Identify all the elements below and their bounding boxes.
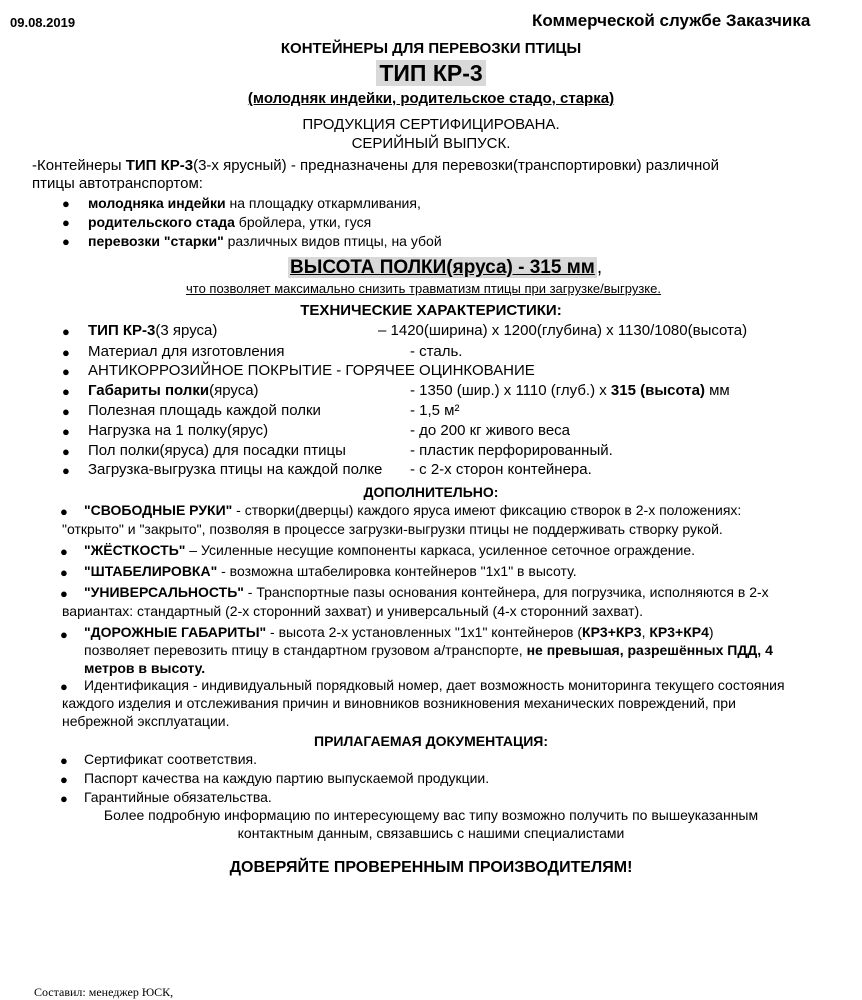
certified-text: ПРОДУКЦИЯ СЕРТИФИЦИРОВАНА.	[302, 116, 560, 133]
intro-prefix: -Контейнеры	[32, 157, 126, 174]
list-item	[88, 233, 442, 249]
extra-free-l2: "открыто" и "закрыто", позволяя в процессе загрузки-выгрузки птицы не поддерживать створку рукой.	[62, 521, 723, 537]
bullet-icon: ●	[62, 196, 70, 211]
extra-stack-bold: "ШТАБЕЛИРОВКА"	[84, 563, 218, 579]
extra-id-l1: Идентификация - индивидуальный порядковый номер, дает возможность мониторинга текущего состояния	[84, 677, 785, 693]
spec-dims-value-c: мм	[704, 382, 730, 399]
list-item-text: бройлера, утки, гуся	[234, 214, 372, 230]
intro-line	[32, 157, 719, 174]
shelf-heading: ВЫСОТА ПОЛКИ(яруса) - 315 мм	[290, 257, 595, 278]
spec-dims-rest: (яруса)	[209, 382, 259, 399]
list-item-bold: молодняка индейки	[88, 195, 226, 211]
list-item	[88, 195, 421, 211]
extra-road-l2-text: позволяет перевозить птицу в стандартном грузовом а/транспорте,	[84, 642, 527, 658]
docs-item: Сертификат соответствия.	[84, 751, 257, 767]
extra-univ-text: - Транспортные пазы основания контейнера, для погрузчика, исполняются в 2-х	[243, 584, 769, 600]
bullet-icon: ●	[60, 772, 68, 787]
shelf-comma: ,	[596, 257, 603, 278]
spec-dims-value	[410, 382, 730, 399]
extra-free-l1	[84, 502, 741, 518]
footer-author: Составил: менеджер ЮСК,	[34, 985, 174, 999]
extra-road-bold: "ДОРОЖНЫЕ ГАБАРИТЫ"	[84, 624, 267, 640]
extra-univ-bold: "УНИВЕРСАЛЬНОСТЬ"	[84, 584, 244, 600]
shelf-note: что позволяет максимально снизить травматизм птицы при загрузке/выгрузке.	[186, 281, 661, 296]
spec-loading-label: Загрузка-выгрузка птицы на каждой полке	[88, 461, 383, 478]
extra-rigid-text: – Усиленные несущие компоненты каркаса, усиленное сеточное ограждение.	[185, 542, 696, 558]
bullet-icon: ●	[60, 504, 68, 519]
list-item	[88, 214, 371, 230]
bullet-icon: ●	[62, 345, 70, 360]
bullet-icon: ●	[60, 586, 68, 601]
spec-dims-label	[88, 382, 259, 399]
title-subtitle: (молодняк индейки, родительское стадо, старка)	[247, 90, 615, 107]
extra-road-combo-2: КР3+КР4	[649, 624, 709, 640]
type-title: ТИП КР-3	[376, 60, 485, 86]
contact-line-1: Более подробную информацию по интересующему вас типу возможно получить по вышеуказанным	[103, 807, 759, 823]
spec-coating: АНТИКОРРОЗИЙНОЕ ПОКРЫТИЕ - ГОРЯЧЕЕ ОЦИНКОВАНИЕ	[88, 362, 535, 379]
spec-material-label: Материал для изготовления	[88, 343, 285, 360]
spec-dims-bold: Габариты полки	[88, 382, 210, 399]
contact-line-2: контактным данным, связавшись с нашими специалистами	[237, 825, 625, 841]
extra-id-l2: каждого изделия и отслеживания причин и виновников возникновения механических повреждений, при	[62, 695, 736, 711]
extra-road-l1	[84, 624, 714, 640]
recipient: Коммерческой службе Заказчика	[532, 11, 811, 30]
bullet-icon: ●	[62, 424, 70, 439]
intro-rest: (3-х ярусный) - предназначены для перевозки(транспортировки) различной	[193, 157, 719, 174]
spec-loading-value: - с 2-х сторон контейнера.	[410, 461, 592, 478]
extra-univ-l1	[84, 584, 769, 600]
list-item-bold: родительского стада	[88, 214, 235, 230]
bullet-icon: ●	[60, 791, 68, 806]
intro-line-2: птицы автотранспортом:	[32, 175, 203, 192]
spec-area-label: Полезная площадь каждой полки	[88, 402, 321, 419]
extra-id-l3: небрежной эксплуатации.	[62, 713, 230, 729]
spec-dims-value-b: 315 (высота)	[610, 382, 705, 399]
bullet-icon: ●	[62, 384, 70, 399]
title-line: КОНТЕЙНЕРЫ ДЛЯ ПЕРЕВОЗКИ ПТИЦЫ	[280, 40, 582, 57]
extra-road-sep: ,	[641, 624, 650, 640]
spec-material-value: - сталь.	[410, 343, 463, 360]
spec-floor-value: - пластик перфорированный.	[410, 442, 613, 459]
spec-load-label: Нагрузка на 1 полку(ярус)	[88, 422, 269, 439]
list-item-bold: перевозки "старки"	[88, 233, 224, 249]
extra-free-bold: "СВОБОДНЫЕ РУКИ"	[84, 502, 233, 518]
bullet-icon: ●	[62, 444, 70, 459]
extra-heading: ДОПОЛНИТЕЛЬНО:	[363, 484, 499, 500]
bullet-icon: ●	[60, 679, 68, 694]
intro-bold: ТИП КР-3	[125, 157, 194, 174]
extra-stack	[84, 563, 577, 579]
document-date: 09.08.2019	[10, 15, 76, 30]
bullet-icon: ●	[60, 753, 68, 768]
serial-text: СЕРИЙНЫЙ ВЫПУСК.	[351, 135, 511, 152]
bullet-icon: ●	[60, 544, 68, 559]
bullet-icon: ●	[62, 364, 70, 379]
docs-item: Гарантийные обязательства.	[84, 789, 272, 805]
extra-road-l3: метров в высоту.	[84, 660, 206, 676]
docs-item: Паспорт качества на каждую партию выпускаемой продукции.	[84, 770, 490, 786]
bullet-icon: ●	[62, 324, 70, 339]
extra-free-text: - створки(дверцы) каждого яруса имеют фиксацию створок в 2-х положениях:	[232, 502, 742, 518]
extra-road-text: - высота 2-х установленных "1х1" контейнеров (	[266, 624, 583, 640]
extra-rigid	[84, 542, 695, 558]
bullet-icon: ●	[62, 215, 70, 230]
bullet-icon: ●	[62, 463, 70, 478]
docs-heading: ПРИЛАГАЕМАЯ ДОКУМЕНТАЦИЯ:	[314, 733, 548, 749]
bullet-icon: ●	[62, 234, 70, 249]
bullet-icon: ●	[62, 404, 70, 419]
spec-load-value: - до 200 кг живого веса	[410, 422, 571, 439]
specs-heading: ТЕХНИЧЕСКИЕ ХАРАКТЕРИСТИКИ:	[300, 302, 562, 319]
spec-type-rest: (3 яруса)	[155, 322, 218, 339]
extra-rigid-bold: "ЖЁСТКОСТЬ"	[84, 542, 186, 558]
extra-univ-l2: вариантах: стандартный (2-х сторонний захват) и универсальный (4-х сторонний захват).	[62, 603, 644, 619]
extra-road-close: )	[708, 624, 714, 640]
slogan: ДОВЕРЯЙТЕ ПРОВЕРЕННЫМ ПРОИЗВОДИТЕЛЯМ!	[229, 859, 633, 876]
extra-road-combo-1: КР3+КР3	[582, 624, 642, 640]
spec-type-value: – 1420(ширина) х 1200(глубина) х 1130/1080(высота)	[378, 322, 748, 339]
bullet-icon: ●	[60, 627, 68, 642]
extra-road-l2-bold: не превышая, разрешённых ПДД, 4	[526, 642, 773, 658]
bullet-icon: ●	[60, 565, 68, 580]
type-title-wrap	[0, 60, 862, 87]
spec-type-label	[88, 322, 217, 339]
extra-road-l2	[84, 642, 773, 658]
spec-floor-label: Пол полки(яруса) для посадки птицы	[88, 442, 346, 459]
extra-stack-text: - возможна штабелировка контейнеров "1х1" в высоту.	[217, 563, 577, 579]
spec-type-bold: ТИП КР-3	[88, 322, 156, 339]
list-item-text: на площадку откармливания,	[225, 195, 421, 211]
spec-dims-value-a: - 1350 (шир.) х 1110 (глуб.) х	[410, 382, 611, 399]
spec-area-value: - 1,5 м²	[410, 402, 460, 419]
shelf-heading-wrap	[288, 257, 602, 279]
list-item-text: различных видов птицы, на убой	[223, 233, 442, 249]
